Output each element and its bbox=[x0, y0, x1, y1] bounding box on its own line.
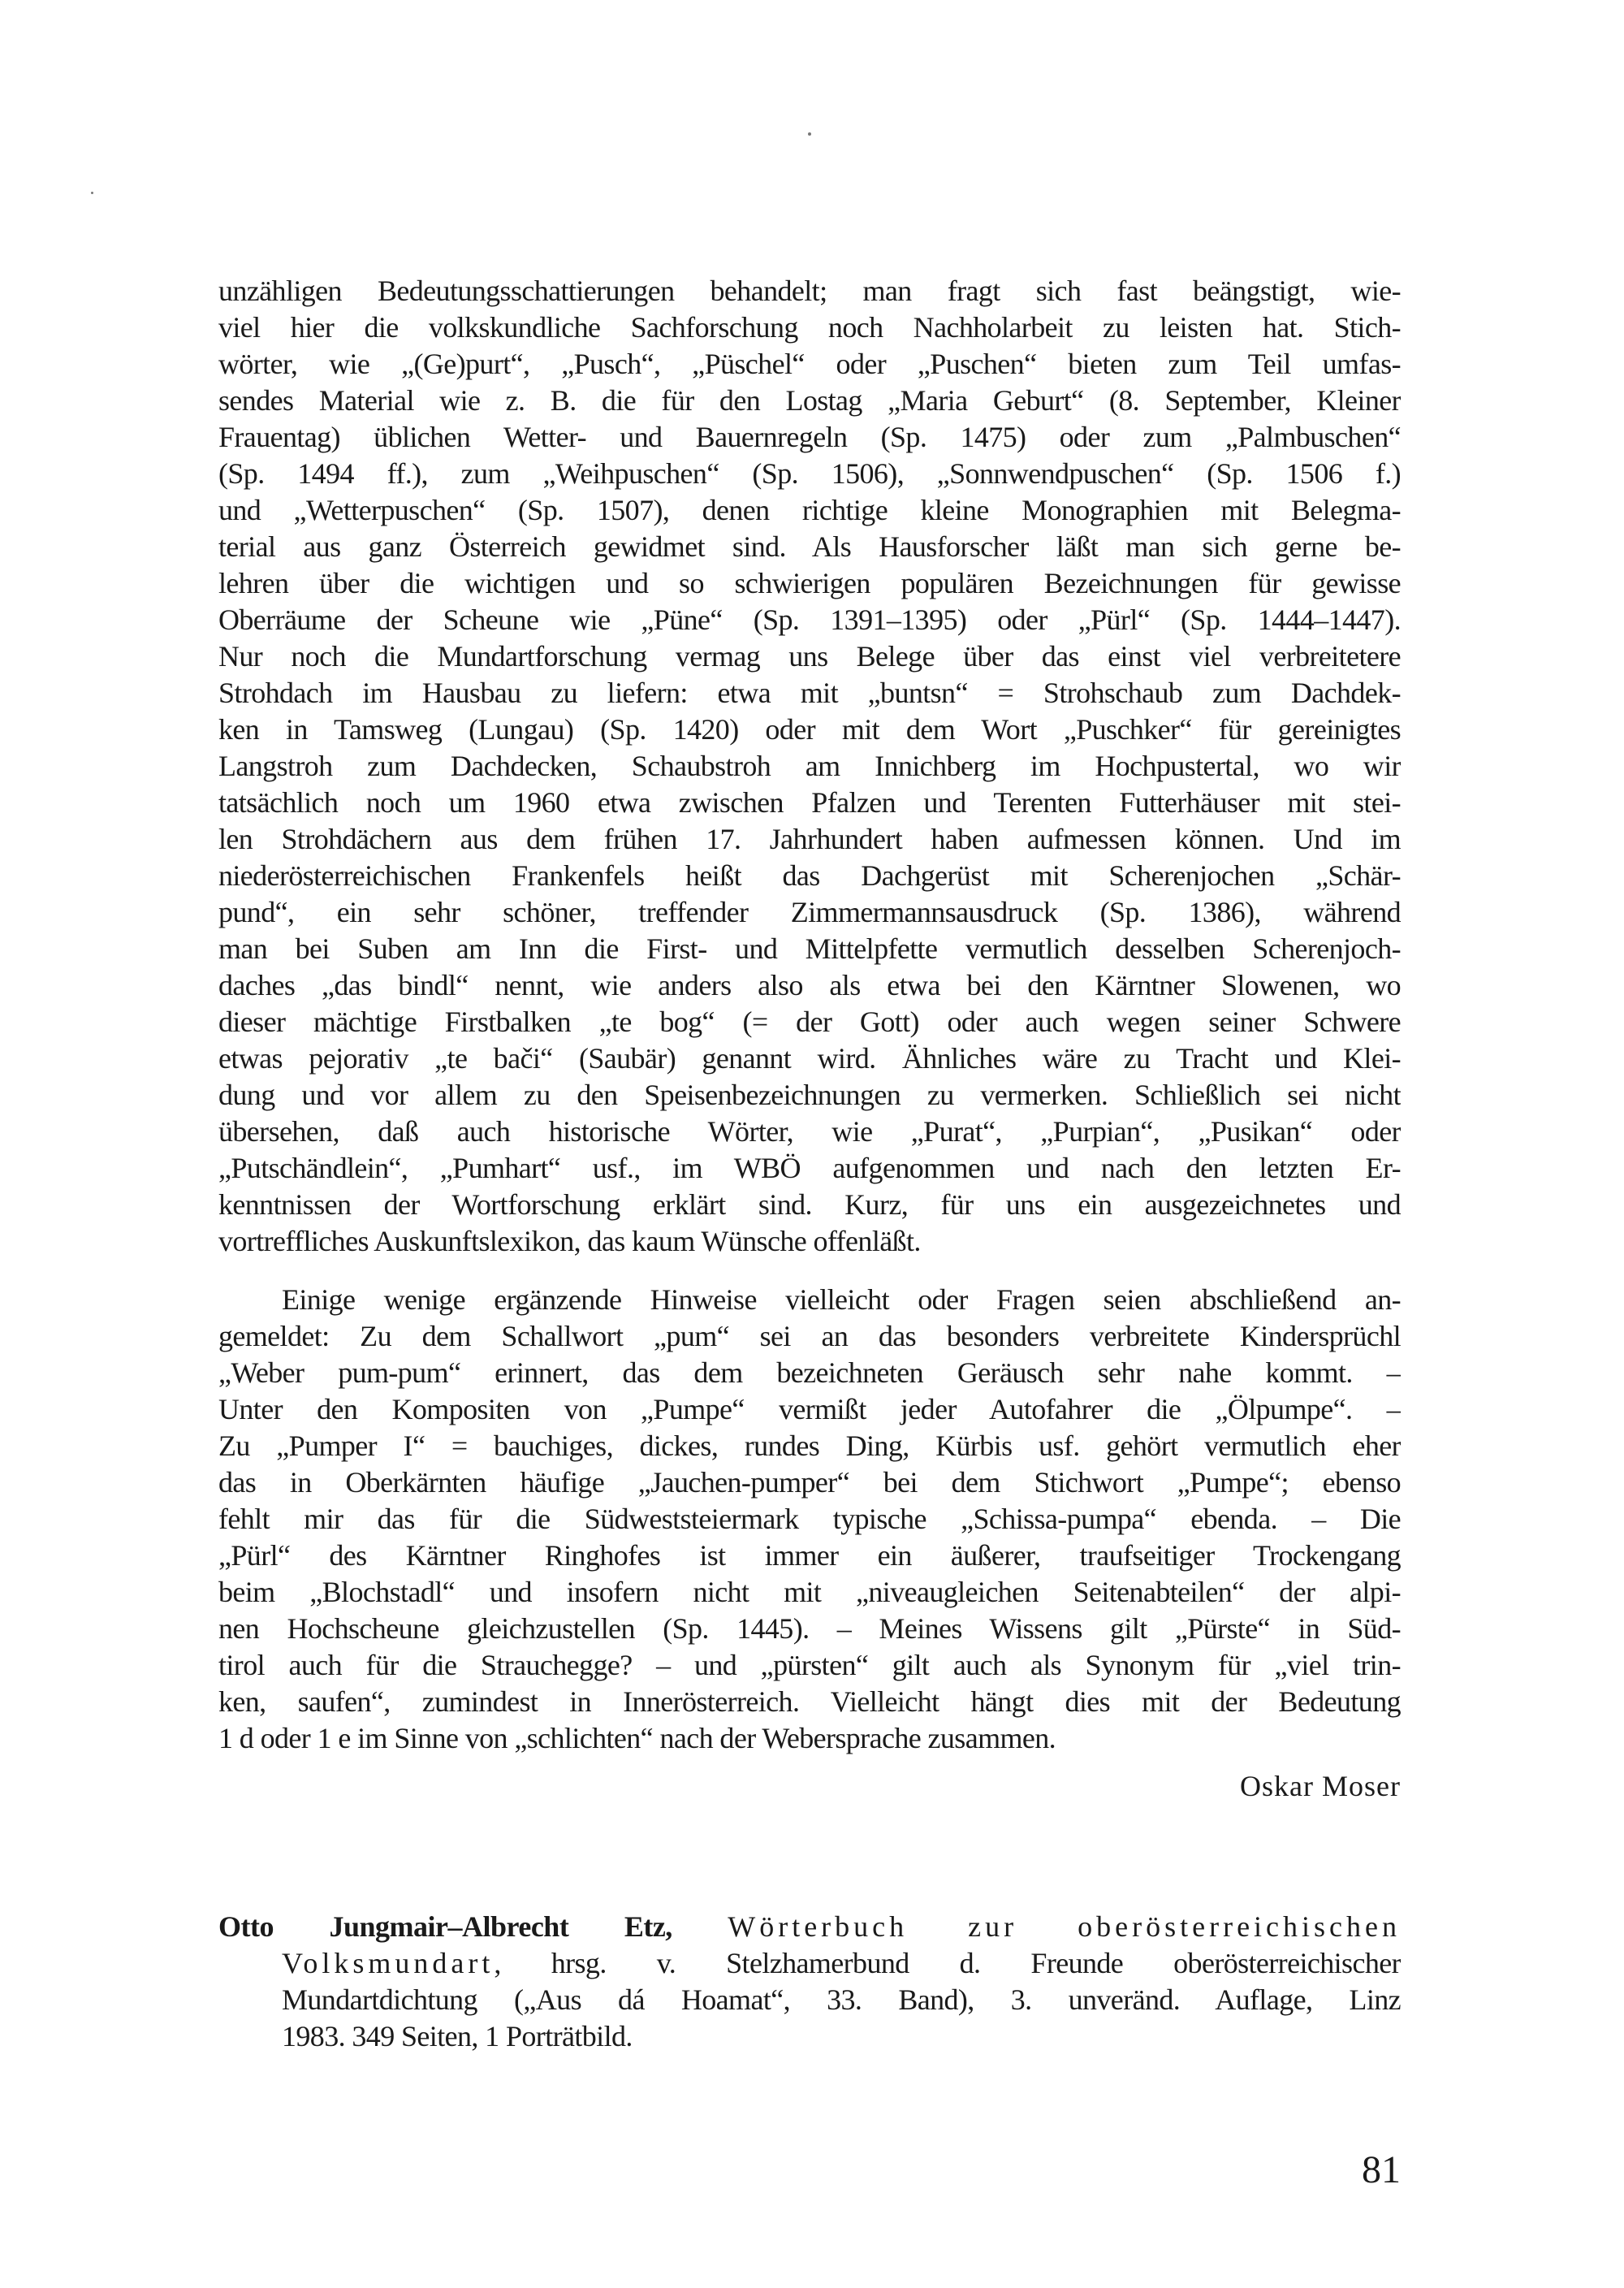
bibliography-title-end: Volksmundart bbox=[282, 1947, 495, 1979]
bibliography-line-3: Mundartdichtung („Aus dá Hoamat“, 33. Band), 3. unveränd. Auflage, Linz bbox=[282, 1983, 1401, 2016]
text-line: das in Oberkärnten häufige „Jauchen-pumper“ bei dem Stichwort „Pumpe“; ebenso bbox=[218, 1466, 1401, 1499]
text-line: Langstroh zum Dachdecken, Schaubstroh am Innichberg im Hochpustertal, wo wir bbox=[218, 750, 1401, 782]
text-line: gemeldet: Zu dem Schallwort „pum“ sei an das besonders verbreitete Kindersprüchl bbox=[218, 1320, 1401, 1352]
text-line: Zu „Pumper I“ = bauchiges, dickes, rundes Ding, Kürbis usf. gehört vermutlich eher bbox=[218, 1429, 1401, 1462]
bibliography-line-4: 1983. 349 Seiten, 1 Porträtbild. bbox=[282, 2020, 633, 2052]
text-line: niederösterreichischen Frankenfels heißt das Dachgerüst mit Scherenjochen „Schär- bbox=[218, 859, 1401, 892]
scan-speck bbox=[808, 132, 811, 136]
scan-speck bbox=[91, 192, 93, 194]
bibliography-title: Wörterbuch zur oberösterreichischen bbox=[728, 1910, 1401, 1943]
text-line: dieser mächtige Firstbalken „te bog“ (= der Gott) oder auch wegen seiner Schwere bbox=[218, 1006, 1401, 1038]
text-line: ken in Tamsweg (Lungau) (Sp. 1420) oder mit dem Wort „Puschker“ für gereinigtes bbox=[218, 713, 1401, 746]
page-number: 81 bbox=[1362, 2148, 1401, 2191]
bibliography-entry bbox=[218, 1909, 1401, 2055]
text-line: „Pürl“ des Kärntner Ringhofes ist immer ein äußerer, traufseitiger Trockengang bbox=[218, 1539, 1401, 1572]
text-line: übersehen, daß auch historische Wörter, wie „Purat“, „Purpian“, „Pusikan“ oder bbox=[218, 1115, 1401, 1148]
text-line: „Weber pum-pum“ erinnert, das dem bezeichneten Geräusch sehr nahe kommt. – bbox=[218, 1356, 1401, 1389]
text-line: len Strohdächern aus dem frühen 17. Jahrhundert haben aufmessen können. Und im bbox=[218, 823, 1401, 855]
text-line: ken, saufen“, zumindest in Innerösterreich. Vielleicht hängt dies mit der Bedeutung bbox=[218, 1685, 1401, 1718]
text-line: viel hier die volkskundliche Sachforschung noch Nachholarbeit zu leisten hat. Stich- bbox=[218, 311, 1401, 344]
bibliography-publisher: , hrsg. v. Stelzhamerbund d. Freunde oberösterreichischer bbox=[494, 1947, 1401, 1979]
text-line: beim „Blochstadl“ und insofern nicht mit „niveaugleichen Seitenabteilen“ der alpi- bbox=[218, 1576, 1401, 1608]
review-paragraph-2 bbox=[218, 1282, 1401, 1757]
text-line: terial aus ganz Österreich gewidmet sind. Als Hausforscher läßt man sich gerne be- bbox=[218, 530, 1401, 563]
text-line: Unter den Kompositen von „Pumpe“ vermißt jeder Autofahrer die „Ölpumpe“. – bbox=[218, 1393, 1401, 1425]
text-line: Nur noch die Mundartforschung vermag uns Belege über das einst viel verbreitetere bbox=[218, 640, 1401, 673]
text-line: vortreffliches Auskunftslexikon, das kaum Wünsche offenläßt. bbox=[218, 1225, 921, 1257]
text-line: 1 d oder 1 e im Sinne von „schlichten“ nach der Webersprache zusammen. bbox=[218, 1722, 1056, 1754]
bibliography-line-1 bbox=[218, 1909, 1401, 1945]
text-line: (Sp. 1494 ff.), zum „Weihpuschen“ (Sp. 1506), „Sonnwendpuschen“ (Sp. 1506 f.) bbox=[218, 457, 1401, 490]
text-line: daches „das bindl“ nennt, wie anders also als etwa bei den Kärntner Slowenen, wo bbox=[218, 969, 1401, 1001]
text-line: etwas pejorativ „te bači“ (Saubär) genannt wird. Ähnliches wäre zu Tracht und Klei- bbox=[218, 1042, 1401, 1075]
text-line: unzähligen Bedeutungsschattierungen behandelt; man fragt sich fast beängstigt, wie- bbox=[218, 275, 1401, 307]
review-paragraph-1 bbox=[218, 273, 1401, 1260]
text-line: Frauentag) üblichen Wetter- und Bauernregeln (Sp. 1475) oder zum „Palmbuschen“ bbox=[218, 421, 1401, 453]
bibliography-authors: Otto Jungmair–Albrecht Etz, bbox=[218, 1910, 672, 1943]
text-line: Einige wenige ergänzende Hinweise vielleicht oder Fragen seien abschließend an- bbox=[282, 1283, 1401, 1316]
text-line: dung und vor allem zu den Speisenbezeichnungen zu vermerken. Schließlich sei nicht bbox=[218, 1079, 1401, 1111]
text-line: Strohdach im Hausbau zu liefern: etwa mit „buntsn“ = Strohschaub zum Dachdek- bbox=[218, 677, 1401, 709]
text-line: man bei Suben am Inn die First- und Mittelpfette vermutlich desselben Scherenjoch- bbox=[218, 932, 1401, 965]
text-line: wörter, wie „(Ge)purt“, „Pusch“, „Püschel“ oder „Puschen“ bieten zum Teil umfas- bbox=[218, 348, 1401, 380]
text-line: lehren über die wichtigen und so schwierigen populären Bezeichnungen für gewisse bbox=[218, 567, 1401, 599]
text-line: fehlt mir das für die Südweststeiermark typische „Schissa-pumpa“ ebenda. – Die bbox=[218, 1503, 1401, 1535]
text-line: und „Wetterpuschen“ (Sp. 1507), denen richtige kleine Monographien mit Belegma- bbox=[218, 494, 1401, 526]
text-line: tatsächlich noch um 1960 etwa zwischen Pfalzen und Terenten Futterhäuser mit stei- bbox=[218, 786, 1401, 819]
text-line: Oberräume der Scheune wie „Püne“ (Sp. 1391–1395) oder „Pürl“ (Sp. 1444–1447). bbox=[218, 603, 1401, 636]
reviewer-signature: Oskar Moser bbox=[1240, 1770, 1401, 1802]
text-line: tirol auch für die Strauchegge? – und „pürsten“ gilt auch als Synonym für „viel trin- bbox=[218, 1649, 1401, 1681]
bibliography-line-2 bbox=[218, 1945, 1401, 1982]
text-line: kenntnissen der Wortforschung erklärt sind. Kurz, für uns ein ausgezeichnetes und bbox=[218, 1188, 1401, 1221]
text-line: sendes Material wie z. B. die für den Lostag „Maria Geburt“ (8. September, Kleiner bbox=[218, 384, 1401, 417]
text-line: pund“, ein sehr schöner, treffender Zimmermannsausdruck (Sp. 1386), während bbox=[218, 896, 1401, 928]
text-line: „Putschändlein“, „Pumhart“ usf., im WBÖ aufgenommen und nach den letzten Er- bbox=[218, 1152, 1401, 1184]
text-line: nen Hochscheune gleichzustellen (Sp. 1445). – Meines Wissens gilt „Pürste“ in Süd- bbox=[218, 1612, 1401, 1645]
